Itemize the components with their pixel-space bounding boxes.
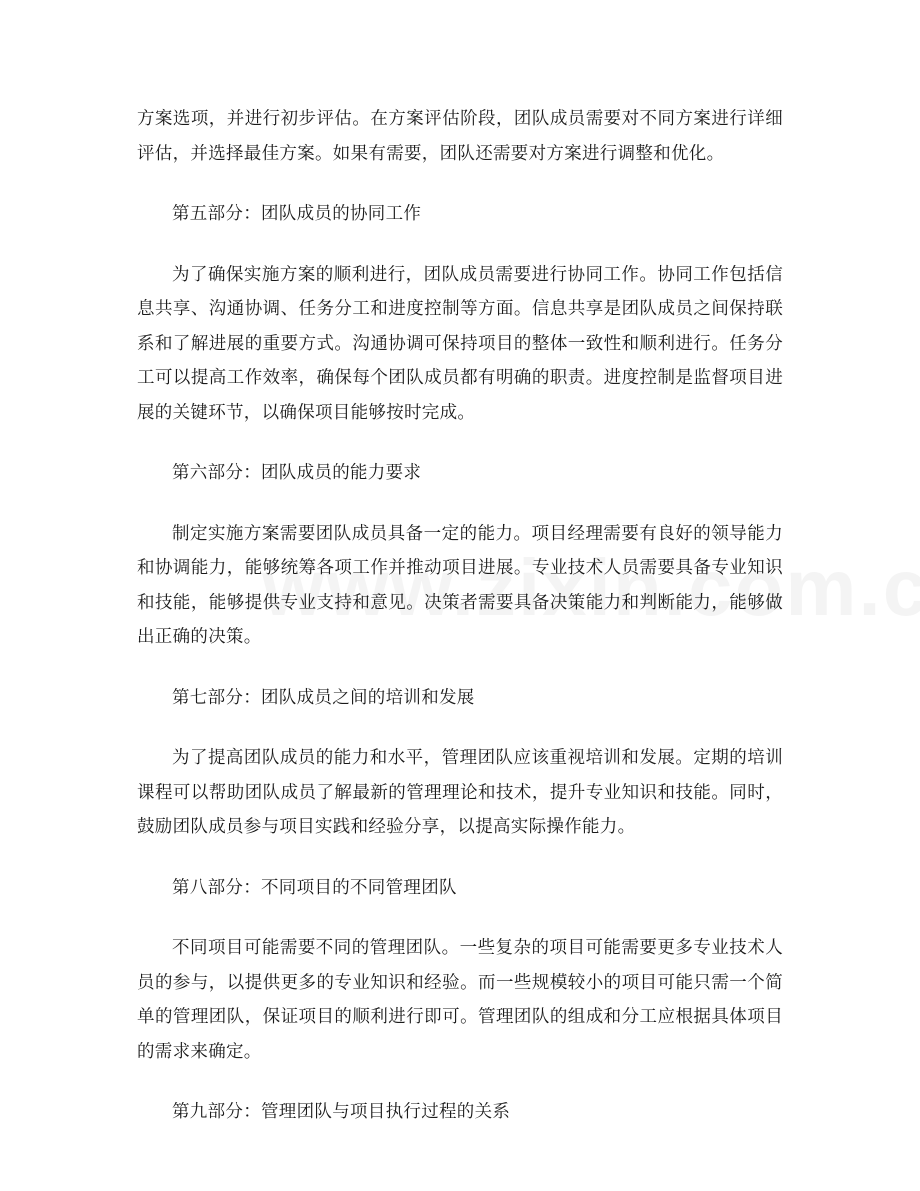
- section-heading-6: 第六部分：团队成员的能力要求: [172, 463, 422, 483]
- paragraph-section-7: 为了提高团队成员的能力和水平，管理团队应该重视培训和发展。定期的培训课程可以帮助团队成员了解最新的管理理论和技术，提升专业知识和技能。同时，鼓励团队成员参与项目实践和经验分享，以提高实际操作能力。: [137, 748, 783, 837]
- paragraph-section-8: 不同项目可能需要不同的管理团队。一些复杂的项目可能需要更多专业技术人员的参与，以提供更多的专业知识和经验。而一些规模较小的项目可能只需一个简单的管理团队，保证项目的顺利进行即可。管理团队的组成和分工应根据具体项目的需求来确定。: [137, 938, 783, 1062]
- section-heading-7: 第七部分：团队成员之间的培训和发展: [172, 687, 475, 708]
- document-page: [137, 102, 783, 1130]
- section-heading-9: 第九部分：管理团队与项目执行过程的关系: [172, 1102, 511, 1122]
- section-heading-5: 第五部分：团队成员的协同工作: [172, 204, 422, 224]
- paragraph-section-5: 为了确保实施方案的顺利进行，团队成员需要进行协同工作。协同工作包括信息共享、沟通协调、任务分工和进度控制等方面。信息共享是团队成员之间保持联系和了解进展的重要方式。沟通协调可保持项目的整体一致性和顺利进行。任务分工可以提高工作效率，确保每个团队成员都有明确的职责。进度控制是监督项目进展的关键环节，以确保项目能够按时完成。: [137, 264, 783, 423]
- paragraph-section-6: 制定实施方案需要团队成员具备一定的能力。项目经理需要有良好的领导能力和协调能力，能够统筹各项工作并推动项目进展。专业技术人员需要具备专业知识和技能，能够提供专业支持和意见。决策者需要具备决策能力和判断能力，能够做出正确的决策。: [137, 523, 783, 647]
- section-heading-8: 第八部分：不同项目的不同管理团队: [172, 877, 457, 898]
- paragraph-continued: 方案选项，并进行初步评估。在方案评估阶段，团队成员需要对不同方案进行详细评估，并选择最佳方案。如果有需要，团队还需要对方案进行调整和优化。: [137, 109, 783, 164]
